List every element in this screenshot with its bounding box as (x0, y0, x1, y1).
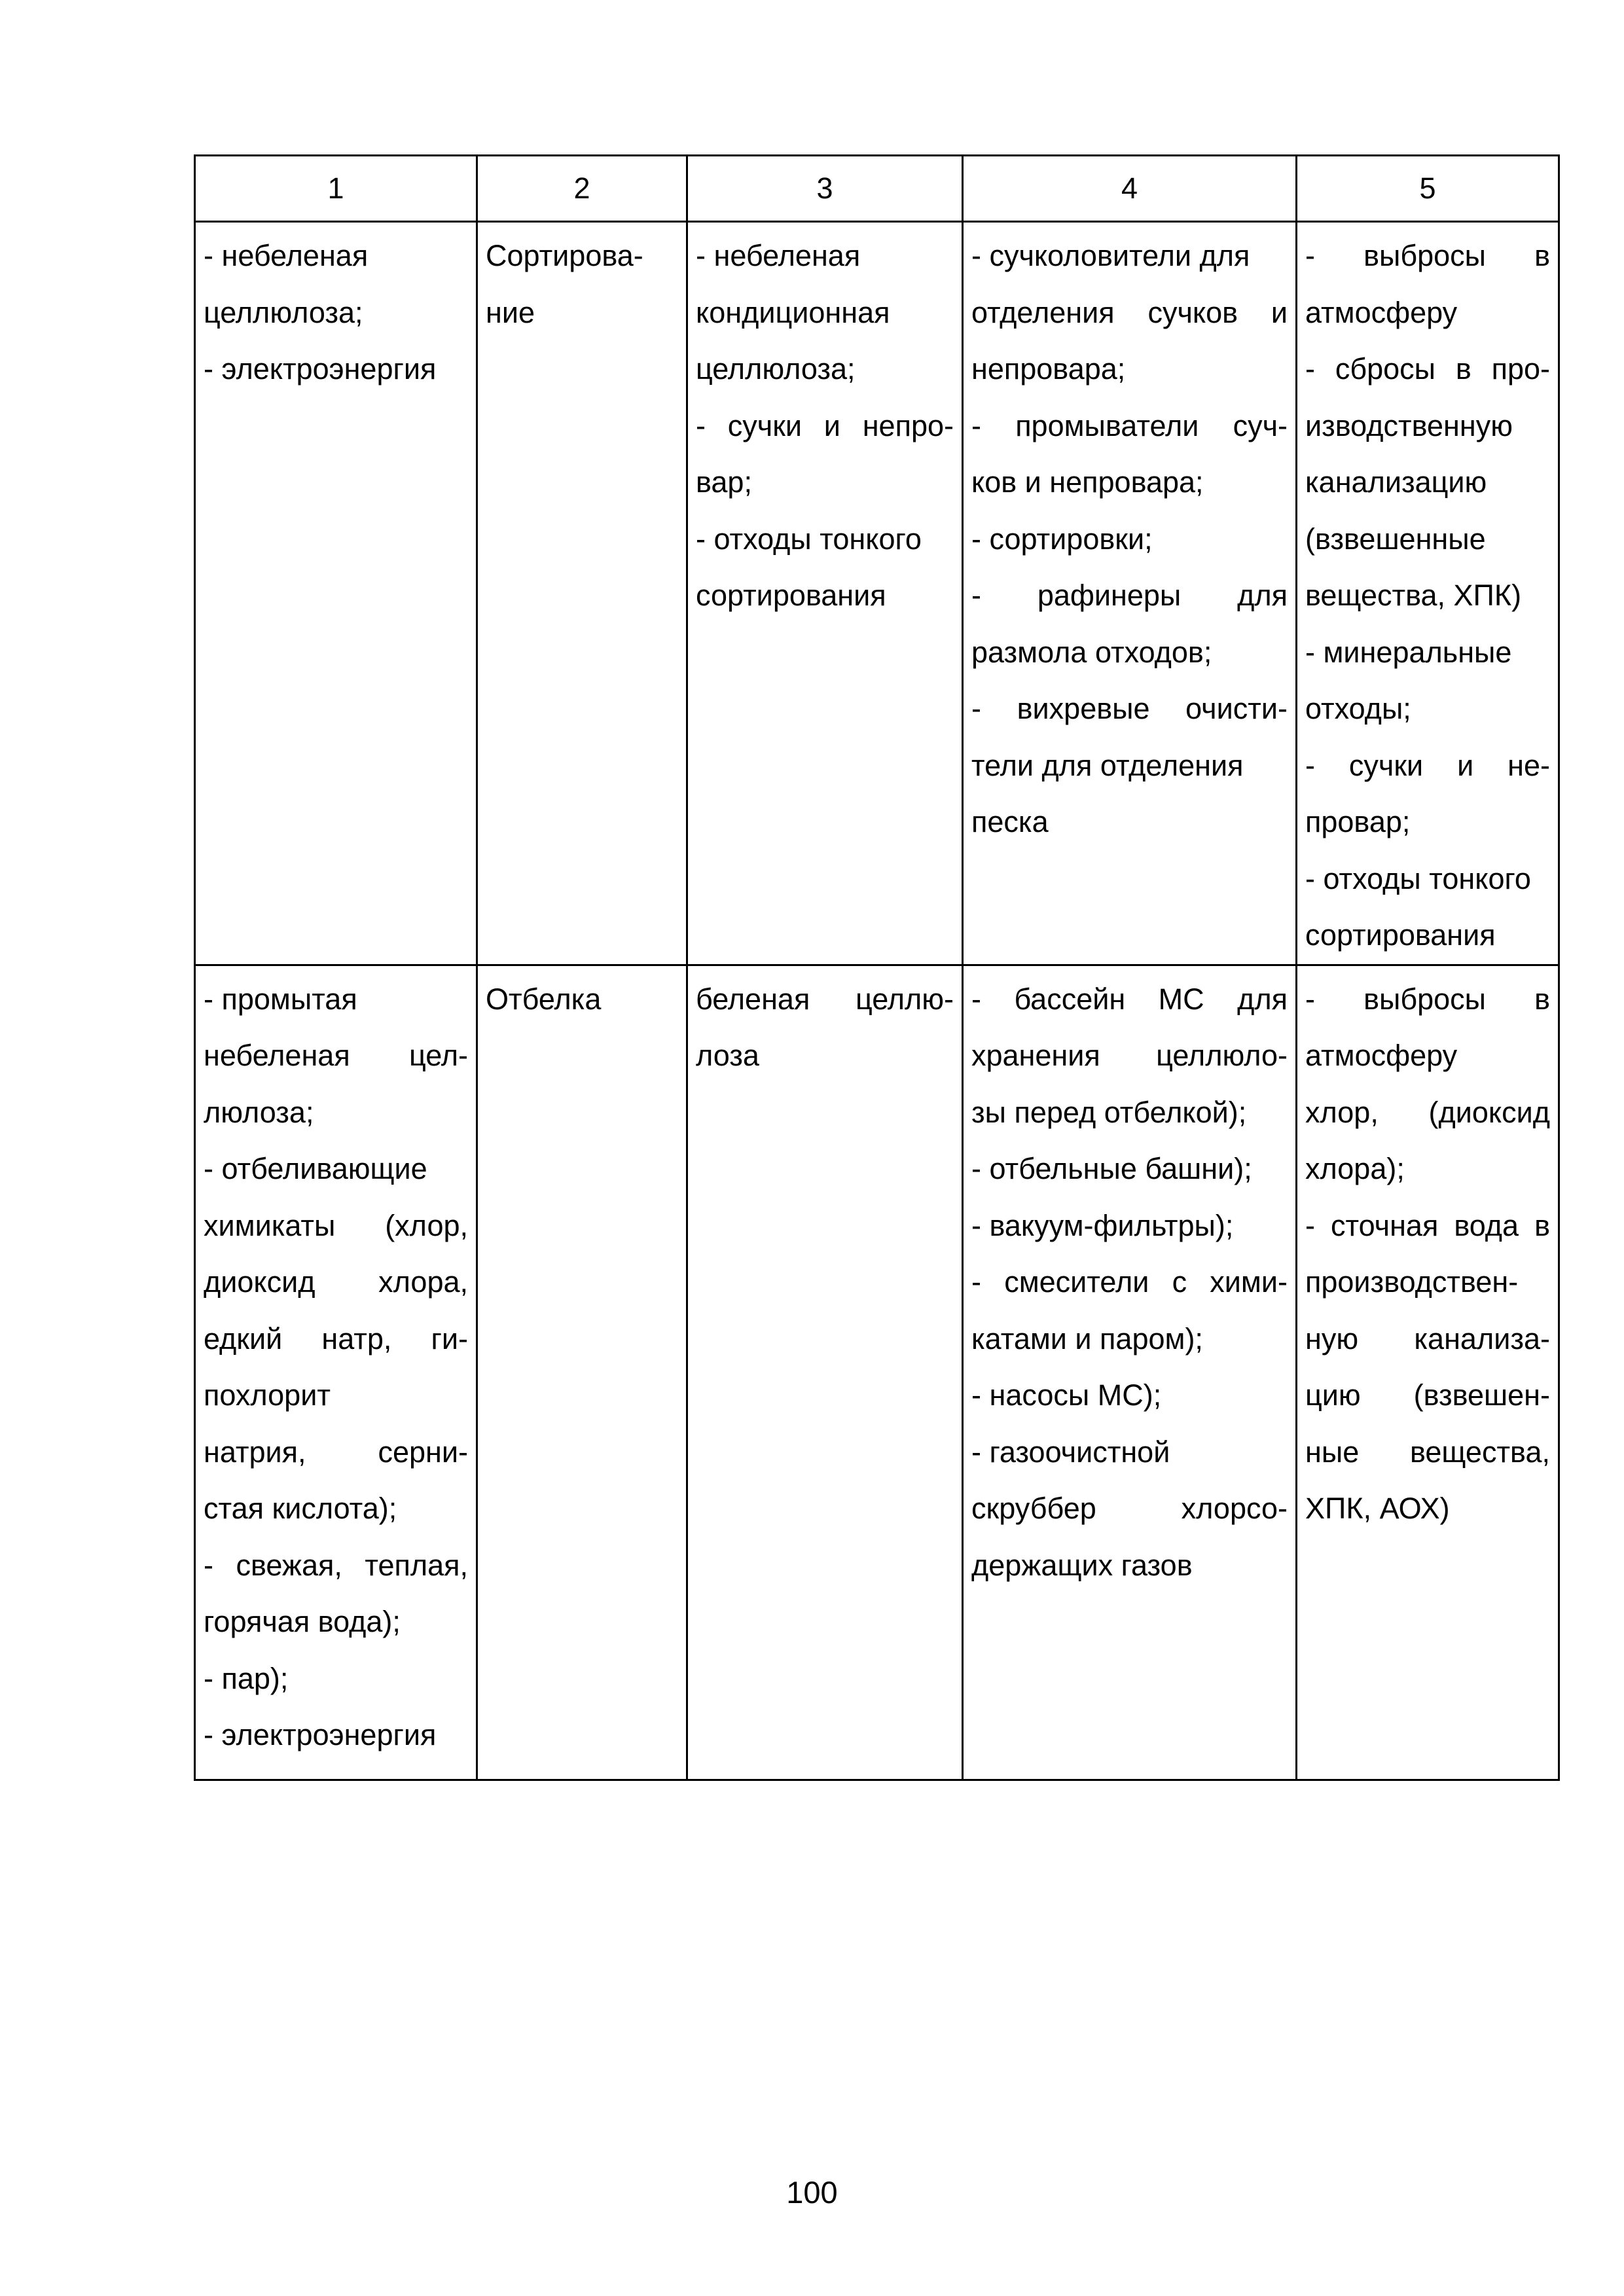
cell-text-line: Отбелка (486, 982, 602, 1016)
cell-text-line: горячая вода); (204, 1605, 401, 1638)
cell-text-line: - бассейн МС для (971, 982, 1288, 1016)
cell-text-line: хлор, (диоксид (1305, 1095, 1550, 1129)
table-cell (1297, 965, 1559, 1780)
cell-text-line: вещества, ХПК) (1305, 579, 1522, 612)
cell-text-line: канализацию (1305, 465, 1487, 499)
cell-text-line: - вакуум-фильтры); (971, 1208, 1234, 1242)
cell-text-line: - рафинеры для (971, 579, 1288, 612)
cell-text-line: - выбросы в (1305, 239, 1550, 272)
cell-text-line: - сучки и не- (1305, 748, 1550, 782)
cell-text-line: хранения целлюло- (971, 1039, 1288, 1072)
cell-text-line: - свежая, теплая, (204, 1548, 468, 1582)
cell-text-line: производствен- (1305, 1265, 1519, 1299)
cell-text-line: песка (971, 805, 1049, 838)
column-header: 4 (963, 156, 1297, 222)
column-header: 5 (1297, 156, 1559, 222)
column-header: 3 (687, 156, 963, 222)
cell-text-line: катами и паром); (971, 1321, 1203, 1355)
cell-text-line: стая кислота); (204, 1492, 397, 1525)
cell-text-line: - сбросы в про- (1305, 352, 1550, 386)
table-cell (195, 222, 477, 965)
cell-text-line: вар; (696, 465, 752, 499)
cell-text-line: - газоочистной (971, 1435, 1170, 1469)
cell-text-line: тели для отделения (971, 748, 1244, 782)
table-body (195, 222, 1559, 1780)
cell-text-line: Сортирова- (486, 239, 643, 272)
cell-text-line: цию (взвешен- (1305, 1378, 1550, 1412)
cell-text-line: - сортировки; (971, 522, 1153, 556)
table-row (195, 222, 1559, 965)
table-cell (477, 965, 687, 1780)
cell-text-line: отделения сучков и (971, 295, 1288, 329)
cell-text-line: целлюлоза; (696, 352, 856, 386)
table-cell (963, 965, 1297, 1780)
cell-text-line: ние (486, 295, 535, 329)
cell-text-line: небеленая цел- (204, 1039, 468, 1072)
cell-text-line: - электроэнергия (204, 1718, 437, 1751)
cell-text-line: - отбеливающие (204, 1152, 427, 1185)
cell-text-line: ные вещества, (1305, 1435, 1550, 1469)
cell-text-line: - минеральные (1305, 635, 1512, 669)
table-header-row (195, 156, 1559, 222)
cell-text-line: ХПК, АОХ) (1305, 1492, 1450, 1525)
cell-text-line: едкий натр, ги- (204, 1321, 468, 1355)
cell-text-line: - небеленая (696, 239, 861, 272)
cell-text-line: химикаты (хлор, (204, 1208, 468, 1242)
cell-text-line: - сучки и непро- (696, 408, 954, 442)
cell-text-line: - отбельные башни); (971, 1152, 1252, 1185)
column-header: 1 (195, 156, 477, 222)
cell-text-line: - сточная вода в (1305, 1208, 1550, 1242)
cell-text-line: похлорит (204, 1378, 331, 1412)
cell-text-line: - промытая (204, 982, 357, 1016)
cell-text-line: - насосы МС); (971, 1378, 1162, 1412)
cell-text-line: непровара; (971, 352, 1126, 386)
cell-text-line: скруббер хлорсо- (971, 1492, 1288, 1525)
process-table (194, 154, 1560, 1781)
cell-text-line: размола отходов; (971, 635, 1212, 669)
cell-text-line: провар; (1305, 805, 1411, 838)
table-cell (687, 965, 963, 1780)
cell-text-line: сортирования (696, 579, 886, 612)
cell-text-line: сортирования (1305, 918, 1496, 952)
cell-text-line: диоксид хлора, (204, 1265, 468, 1299)
column-header: 2 (477, 156, 687, 222)
cell-text-line: атмосферу (1305, 295, 1458, 329)
cell-text-line: лоза (696, 1039, 759, 1072)
cell-text-line: (взвешенные (1305, 522, 1486, 556)
cell-text-line: - выбросы в (1305, 982, 1550, 1016)
cell-text-line: - сучколовители для (971, 239, 1250, 272)
cell-text-line: - отходы тонкого (696, 522, 922, 556)
cell-text-line: держащих газов (971, 1548, 1193, 1582)
cell-text-line: зы перед отбелкой); (971, 1095, 1247, 1129)
cell-text-line: кондиционная (696, 295, 890, 329)
table-cell (195, 965, 477, 1780)
table-cell (1297, 222, 1559, 965)
cell-text-line: атмосферу (1305, 1039, 1458, 1072)
cell-text-line: ную канализа- (1305, 1321, 1550, 1355)
cell-text-line: изводственную (1305, 408, 1513, 442)
cell-text-line: - отходы тонкого (1305, 861, 1531, 895)
cell-text-line: - смесители с хими- (971, 1265, 1288, 1299)
table-cell (963, 222, 1297, 965)
cell-text-line: хлора); (1305, 1152, 1405, 1185)
cell-text-line: - промыватели суч- (971, 408, 1288, 442)
cell-text-line: беленая целлю- (696, 982, 954, 1016)
cell-text-line: - пар); (204, 1661, 289, 1695)
table-row (195, 965, 1559, 1780)
cell-text-line: - электроэнергия (204, 352, 437, 386)
cell-text-line: - небеленая (204, 239, 369, 272)
cell-text-line: - вихревые очисти- (971, 692, 1288, 725)
cell-text-line: целлюлоза; (204, 295, 363, 329)
table-cell (687, 222, 963, 965)
cell-text-line: люлоза; (204, 1095, 314, 1129)
page-number: 100 (786, 2175, 838, 2210)
cell-text-line: натрия, серни- (204, 1435, 468, 1469)
table-cell (477, 222, 687, 965)
cell-text-line: отходы; (1305, 692, 1411, 725)
cell-text-line: ков и непровара; (971, 465, 1204, 499)
